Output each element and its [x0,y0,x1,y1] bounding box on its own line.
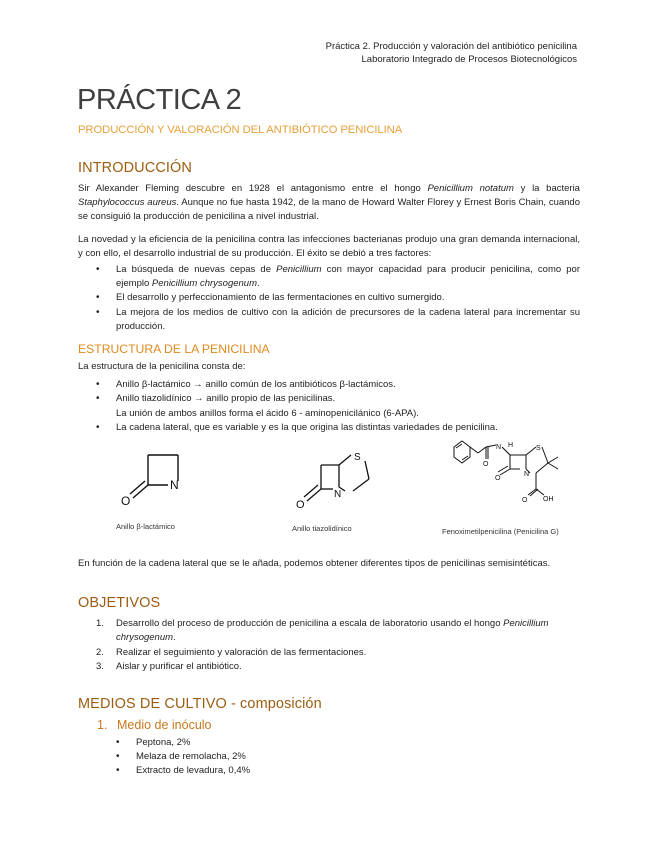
page-title: PRÁCTICA 2 [77,84,242,116]
list-item [116,263,580,291]
media-sub-label: Medio de inóculo [117,718,212,733]
atom-n-label: N [170,478,179,493]
atom-s-label: S [536,445,541,453]
structure-item-2-text: Anillo tiazolidínico → anillo propio de las penicilinas. [116,393,336,405]
atom-n-label: N [524,471,530,479]
structure-heading: ESTRUCTURA DE LA PENICILINA [78,342,270,357]
intro-heading: INTRODUCCIÓN [78,160,192,176]
atom-h-label: H [508,442,514,450]
media-list [78,736,580,779]
media-heading: MEDIOS DE CULTIVO - composición [78,696,322,713]
atom-o-label: O [121,494,131,509]
intro-p1-species-2: Staphylococcus aureus [78,197,177,209]
structure-list [78,378,580,435]
list-item: • Extracto de levadura, 0,4% [136,764,580,778]
list-item: • Melaza de remolacha, 2% [136,750,580,764]
objective-1-text-b: . [173,632,176,644]
objective-1-species: Penicillium chrysogenum [116,618,549,644]
atom-s-label: S [354,452,361,464]
chemical-structures [78,441,580,537]
intro-p1-text-c: . Aunque no fue hasta 1942, de la mano de Howard Walter Florey y Ernest Boris Chain, cuando se consiguió la producción de penicilina a nivel industrial. [78,197,580,223]
media-subheading [78,718,580,732]
intro-paragraph-2: La novedad y la eficiencia de la penicilina contra las infecciones bacterianas produjo una gran demanda internacional, y con ello, el desarrollo industrial de su producción. El éxito se debió a tres factores: [78,233,580,259]
list-item: • La cadena lateral, que es variable y es la que origina las distintas variedades de penicilina. [116,421,580,435]
intro-p1-text-b: y la bacteria [513,183,580,194]
list-item [96,646,580,660]
objectives-heading: OBJETIVOS [78,595,161,612]
atom-nh-label: N [496,444,502,452]
atom-o-label: O [522,497,528,505]
factor-1-text-b: con mayor capacidad para producir penicilina, como por ejemplo [116,264,580,290]
atom-oh-label: OH [543,496,554,504]
media-sub-number: 1. [97,718,108,733]
caption-thiazolidine: Anillo tiazolidínico [292,524,352,534]
factor-1-text-c: . [257,278,260,290]
objectives-list [78,617,580,674]
item-number: 2. [96,646,104,658]
list-item [116,392,580,420]
structure-intro: La estructura de la penicilina consta de: [78,361,246,373]
list-item: • El desarrollo y perfeccionamiento de las fermentaciones en cultivo sumergido. [116,291,580,305]
list-item [96,660,580,674]
list-item: • La mejora de los medios de cultivo con la adición de precursores de la cadena lateral para incrementar su producción. [116,306,580,334]
intro-factors-list [78,263,580,334]
factor-1-text-a: La búsqueda de nuevas cepas de [116,264,277,276]
objective-1-text-a: Desarrollo del proceso de producción de penicilina a escala de laboratorio usando el hongo [116,618,504,630]
page-header [326,40,577,66]
atom-o-label: O [495,475,501,483]
objective-3-text: Aislar y purificar el antibiótico. [116,660,242,672]
list-item: • Anillo β-lactámico → anillo común de los antibióticos β-lactámicos. [116,378,580,392]
beta-lactam-ring-diagram [118,443,198,515]
list-item [96,617,580,645]
list-item: • Peptona, 2% [136,736,580,750]
atom-o-label: O [483,461,489,469]
objective-2-text: Realizar el seguimiento y valoración de las fermentaciones. [116,646,367,658]
item-number: 3. [96,660,104,672]
header-line-2: Laboratorio Integrado de Procesos Biotecnológicos [361,54,577,65]
intro-p1-species-1: Penicillium notatum [427,183,514,194]
header-line-1: Práctica 2. Producción y valoración del antibiótico penicilina [325,41,577,52]
caption-beta-lactam: Anillo β-lactámico [116,522,175,532]
factor-1-species-1: Penicillium [276,264,322,276]
thiazolidine-ring-diagram [293,451,383,521]
factor-1-species-2: Penicillium chrysogenum [151,278,257,290]
item-number: 1. [96,618,104,630]
intro-paragraph-1 [78,182,580,225]
atom-o-label: O [296,499,305,512]
page-subtitle: PRODUCCIÓN Y VALORACIÓN DEL ANTIBIÓTICO PENICILINA [78,124,403,136]
penicillin-g-diagram [446,433,566,525]
caption-penicillin-g: Fenoximetilpenicilina (Penicilina G) [442,527,559,537]
document-body [78,160,580,779]
intro-p1-text-a: Sir Alexander Fleming descubre en 1928 el antagonismo entre el hongo [78,183,428,194]
structure-closing: En función de la cadena lateral que se le añada, podemos obtener diferentes tipos de penicilinas semisintéticas. [78,558,551,570]
atom-n-label: N [334,489,342,501]
structure-item-2-subline: La unión de ambos anillos forma el ácido 6 - aminopenicilánico (6-APA). [116,407,419,419]
